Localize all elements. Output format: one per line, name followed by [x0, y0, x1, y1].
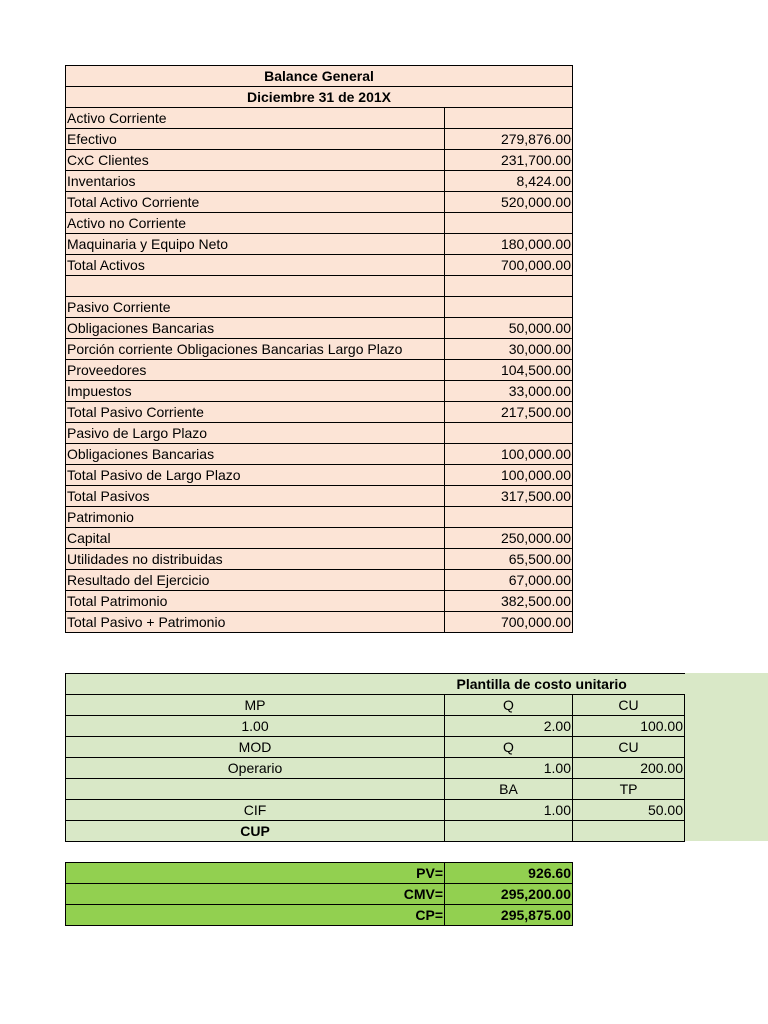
results-table — [65, 862, 573, 926]
table-row — [66, 360, 573, 381]
row-value[interactable] — [445, 213, 573, 234]
table-row — [66, 570, 573, 591]
row-value[interactable]: 700,000.00 — [445, 255, 573, 276]
row-value[interactable]: 8,424.00 — [445, 171, 573, 192]
row-label[interactable]: Total Activos — [66, 255, 445, 276]
row-value[interactable]: 317,500.00 — [445, 486, 573, 507]
cell[interactable]: 1.00 — [445, 800, 573, 821]
cost-template-table — [65, 673, 685, 842]
table-row — [66, 171, 573, 192]
table-row — [66, 423, 573, 444]
cell[interactable]: 100.00 — [573, 716, 685, 737]
row-label[interactable]: Activo no Corriente — [66, 213, 445, 234]
table-row — [66, 402, 573, 423]
table-row — [66, 884, 573, 905]
cell[interactable]: 1.00 — [66, 716, 445, 737]
result-value[interactable]: 295,200.00 — [445, 884, 573, 905]
result-label[interactable]: CP= — [66, 905, 445, 926]
row-value[interactable]: 100,000.00 — [445, 444, 573, 465]
cell[interactable]: CUP — [66, 821, 445, 842]
row-label[interactable]: CxC Clientes — [66, 150, 445, 171]
row-label[interactable]: Pasivo Corriente — [66, 297, 445, 318]
row-value[interactable] — [445, 276, 573, 297]
cell[interactable]: 2.00 — [445, 716, 573, 737]
cell[interactable]: 200.00 — [573, 758, 685, 779]
table-row — [66, 486, 573, 507]
row-label[interactable]: Impuestos — [66, 381, 445, 402]
row-value[interactable] — [445, 507, 573, 528]
row-label[interactable]: Total Pasivo + Patrimonio — [66, 612, 445, 633]
row-label[interactable]: Capital — [66, 528, 445, 549]
table-row — [66, 339, 573, 360]
cell[interactable]: Operario — [66, 758, 445, 779]
table-row — [66, 695, 685, 716]
row-value[interactable]: 700,000.00 — [445, 612, 573, 633]
row-label[interactable]: Patrimonio — [66, 507, 445, 528]
table-row — [66, 800, 685, 821]
table-row — [66, 528, 573, 549]
balance-title[interactable]: Balance General — [66, 66, 573, 87]
row-label[interactable]: Total Pasivo de Largo Plazo — [66, 465, 445, 486]
table-row — [66, 716, 685, 737]
table-row — [66, 297, 573, 318]
row-label[interactable]: Maquinaria y Equipo Neto — [66, 234, 445, 255]
row-value[interactable]: 520,000.00 — [445, 192, 573, 213]
row-label[interactable]: Porción corriente Obligaciones Bancarias Largo Plazo — [66, 339, 445, 360]
table-row — [66, 737, 685, 758]
row-label[interactable]: Activo Corriente — [66, 108, 445, 129]
table-row — [66, 507, 573, 528]
cell[interactable] — [445, 821, 573, 842]
table-row — [66, 905, 573, 926]
row-value[interactable]: 250,000.00 — [445, 528, 573, 549]
table-row — [66, 108, 573, 129]
row-value[interactable] — [445, 297, 573, 318]
result-label[interactable]: PV= — [66, 863, 445, 884]
table-row — [66, 381, 573, 402]
result-label[interactable]: CMV= — [66, 884, 445, 905]
row-value[interactable]: 217,500.00 — [445, 402, 573, 423]
row-value[interactable]: 65,500.00 — [445, 549, 573, 570]
empty-cell[interactable] — [66, 674, 445, 695]
row-label[interactable]: Total Pasivos — [66, 486, 445, 507]
table-row — [66, 779, 685, 800]
cost-template-title[interactable]: Plantilla de costo unitario — [445, 674, 685, 695]
row-value[interactable]: 67,000.00 — [445, 570, 573, 591]
table-row — [66, 758, 685, 779]
table-row — [66, 129, 573, 150]
result-value[interactable]: 926.60 — [445, 863, 573, 884]
row-value[interactable] — [445, 108, 573, 129]
cell[interactable]: 50.00 — [573, 800, 685, 821]
table-row — [66, 276, 573, 297]
row-value[interactable]: 231,700.00 — [445, 150, 573, 171]
row-label[interactable]: Pasivo de Largo Plazo — [66, 423, 445, 444]
table-row — [66, 444, 573, 465]
cell[interactable]: BA — [445, 779, 573, 800]
cell[interactable]: CIF — [66, 800, 445, 821]
cell[interactable] — [66, 779, 445, 800]
balance-date[interactable]: Diciembre 31 de 201X — [66, 87, 573, 108]
balance-general-table — [65, 65, 573, 633]
table-row — [66, 549, 573, 570]
row-label[interactable]: Total Patrimonio — [66, 591, 445, 612]
row-value[interactable]: 180,000.00 — [445, 234, 573, 255]
row-label[interactable]: Total Pasivo Corriente — [66, 402, 445, 423]
table-row — [66, 465, 573, 486]
table-row — [66, 591, 573, 612]
row-label[interactable]: Resultado del Ejercicio — [66, 570, 445, 591]
table-row — [66, 255, 573, 276]
row-label[interactable]: Obligaciones Bancarias — [66, 444, 445, 465]
row-label[interactable]: Obligaciones Bancarias — [66, 318, 445, 339]
table-row — [66, 821, 685, 842]
cell[interactable]: TP — [573, 779, 685, 800]
table-row — [66, 150, 573, 171]
row-label[interactable]: Proveedores — [66, 360, 445, 381]
row-value[interactable]: 33,000.00 — [445, 381, 573, 402]
table-row — [66, 863, 573, 884]
cell[interactable]: CU — [573, 695, 685, 716]
table-row — [66, 318, 573, 339]
row-label[interactable]: Efectivo — [66, 129, 445, 150]
cell[interactable]: CU — [573, 737, 685, 758]
table-row — [66, 213, 573, 234]
table-row — [66, 612, 573, 633]
row-value[interactable]: 279,876.00 — [445, 129, 573, 150]
result-value[interactable]: 295,875.00 — [445, 905, 573, 926]
row-value[interactable]: 104,500.00 — [445, 360, 573, 381]
row-value[interactable]: 30,000.00 — [445, 339, 573, 360]
cell[interactable] — [573, 821, 685, 842]
cell[interactable]: Q — [445, 695, 573, 716]
cell[interactable]: MOD — [66, 737, 445, 758]
row-label[interactable]: Inventarios — [66, 171, 445, 192]
row-value[interactable] — [445, 423, 573, 444]
table-row — [66, 192, 573, 213]
row-label[interactable] — [66, 276, 445, 297]
cost-template-fill — [684, 673, 768, 841]
cell[interactable]: 1.00 — [445, 758, 573, 779]
row-value[interactable]: 100,000.00 — [445, 465, 573, 486]
row-label[interactable]: Total Activo Corriente — [66, 192, 445, 213]
row-value[interactable]: 50,000.00 — [445, 318, 573, 339]
row-value[interactable]: 382,500.00 — [445, 591, 573, 612]
cell[interactable]: Q — [445, 737, 573, 758]
cell[interactable]: MP — [66, 695, 445, 716]
table-row — [66, 234, 573, 255]
row-label[interactable]: Utilidades no distribuidas — [66, 549, 445, 570]
